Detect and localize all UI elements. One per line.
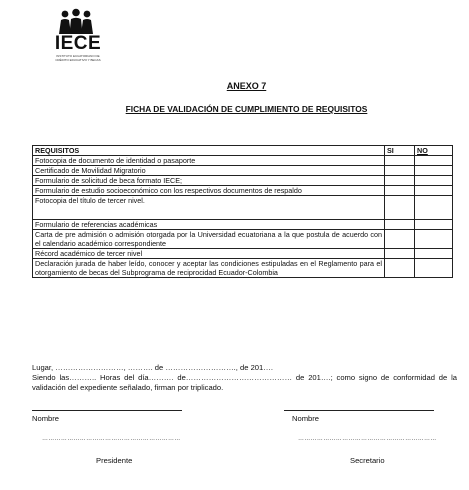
requirement-text: Formulario de solicitud de beca formato IECE;: [33, 176, 385, 186]
no-checkbox-cell[interactable]: [415, 166, 453, 176]
right-name-field[interactable]: …………………………………………………………: [298, 436, 437, 442]
president-role-label: Presidente: [96, 456, 133, 465]
table-row: [33, 249, 453, 259]
table-row: [33, 259, 453, 278]
no-checkbox-cell[interactable]: [415, 230, 453, 249]
requirement-text: Formulario de estudio socioeconómico con los respectivos documentos de respaldo: [33, 186, 385, 196]
requirement-text: Récord académico de tercer nivel: [33, 249, 385, 259]
si-checkbox-cell[interactable]: [385, 166, 415, 176]
page-title: FICHA DE VALIDACIÓN DE CUMPLIMIENTO DE REQUISITOS: [125, 104, 368, 114]
si-checkbox-cell[interactable]: [385, 156, 415, 166]
right-signature-line: [284, 410, 434, 411]
table-header-row: [33, 146, 453, 156]
si-checkbox-cell[interactable]: [385, 249, 415, 259]
requirement-text: Declaración jurada de haber leído, conocer y aceptar las condiciones estipuladas en el Reglamento para el otorgamiento de becas del Subprograma de reciprocidad Ecuador-Colombia: [33, 259, 385, 278]
requirements-table: [32, 145, 453, 278]
no-checkbox-cell[interactable]: [415, 176, 453, 186]
si-checkbox-cell[interactable]: [385, 186, 415, 196]
col-header-requisitos: REQUISITOS: [33, 146, 385, 156]
requirement-text: Formulario de referencias académicas: [33, 220, 385, 230]
no-checkbox-cell[interactable]: [415, 259, 453, 278]
no-checkbox-cell[interactable]: [415, 186, 453, 196]
no-checkbox-cell[interactable]: [415, 249, 453, 259]
si-checkbox-cell[interactable]: [385, 259, 415, 278]
si-checkbox-cell[interactable]: [385, 230, 415, 249]
requirement-text: Fotocopia del título de tercer nivel.: [33, 196, 385, 220]
table-row: [33, 196, 453, 220]
people-icon: [56, 8, 96, 34]
no-checkbox-cell[interactable]: [415, 220, 453, 230]
si-checkbox-cell[interactable]: [385, 176, 415, 186]
iece-logo: [50, 8, 106, 70]
table-row: [33, 186, 453, 196]
left-name-label: Nombre: [32, 414, 60, 423]
no-checkbox-cell[interactable]: [415, 156, 453, 166]
table-row: [33, 166, 453, 176]
place-date-section: [32, 363, 457, 393]
requirement-text: Certificado de Movilidad Migratorio: [33, 166, 385, 176]
left-name-field[interactable]: …………………………………………………………: [42, 436, 181, 442]
si-checkbox-cell[interactable]: [385, 220, 415, 230]
table-row: [33, 220, 453, 230]
logo-text: IECE: [54, 33, 102, 54]
logo-subtext: INSTITUTO ECUATORIANO DE CRÉDITO EDUCATIVO Y BECAS: [55, 54, 101, 62]
place-date-line: Lugar, ………………………, ………. de ………………………., de 201….: [32, 363, 273, 372]
table-row: [33, 176, 453, 186]
right-name-label: Nombre: [292, 414, 320, 423]
left-signature-line: [32, 410, 182, 411]
table-row: [33, 230, 453, 249]
conformity-statement: Siendo las……….. Horas del día………. de…………………………………… de 201….; como signo de conformidad de la validación del expediente señalado, firman por triplicado.: [32, 373, 457, 392]
si-checkbox-cell[interactable]: [385, 196, 415, 220]
col-header-no: NO: [415, 146, 453, 156]
table-row: [33, 156, 453, 166]
no-checkbox-cell[interactable]: [415, 196, 453, 220]
requirement-text: Fotocopia de documento de identidad o pasaporte: [33, 156, 385, 166]
requirement-text: Carta de pre admisión o admisión otorgada por la Universidad ecuatoriana a la que postula de acuerdo con el calendario académico correspondiente: [33, 230, 385, 249]
annex-heading: ANEXO 7: [226, 81, 267, 91]
secretary-role-label: Secretario: [350, 456, 385, 465]
col-header-si: SI: [385, 146, 415, 156]
